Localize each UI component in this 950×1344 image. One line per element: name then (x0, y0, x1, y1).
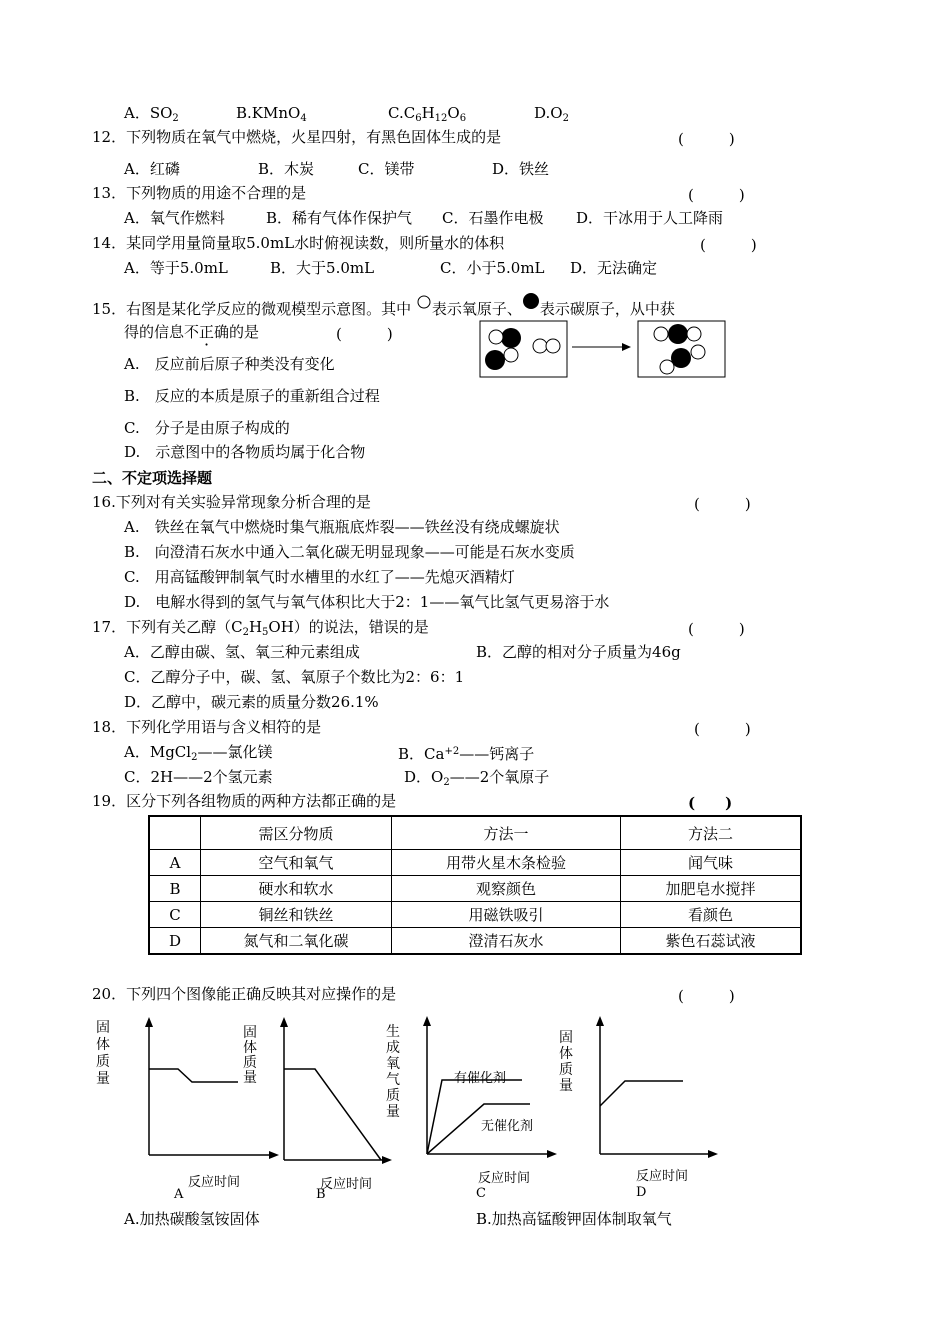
q19-stem: 19．区分下列各组物质的两种方法都正确的是 (92, 792, 397, 810)
q17-option-c: C．乙醇分子中，碳、氢、氧原子个数比为2：6：1 (124, 668, 465, 686)
q14-bracket: ( ) (700, 236, 757, 254)
graph-a (140, 1015, 280, 1165)
q20-caption-b: B.加热高锰酸钾固体制取氧气 (476, 1210, 672, 1228)
q20-bracket: ( ) (678, 987, 735, 1005)
q18-option-d: D．$O_2——2$个氧原子 (404, 768, 550, 788)
q13-option-c: C．石墨作电极 (442, 209, 544, 227)
graph-d-ylabel: 固体质量 (559, 1030, 573, 1094)
q15-stem-line2: 得的信息不正确的是 (124, 323, 260, 341)
q11-option-b: B.KMnO$_4$ (236, 104, 307, 124)
graph-d (591, 1010, 721, 1160)
graph-a-ylabel: 固体质量 (96, 1020, 110, 1087)
q16-option-b: B. 向澄清石灰水中通入二氧化碳无明显现象——可能是石灰水变质 (124, 543, 575, 561)
q17-option-b: B．乙醇的相对分子质量为46g (476, 643, 681, 661)
table-header-cell: 需区分物质 (201, 816, 392, 850)
carbon-atom-icon (522, 292, 540, 310)
table-row (149, 902, 801, 928)
table-cell: 澄清石灰水 (392, 928, 621, 955)
table-cell: 闻气味 (621, 850, 802, 876)
q16-option-a: A. 铁丝在氧气中燃烧时集气瓶瓶底炸裂——铁丝没有绕成螺旋状 (124, 518, 560, 536)
q14-option-c: C．小于5.0mL (440, 259, 545, 277)
graph-c-curve2-label: 无催化剂 (481, 1119, 534, 1134)
q18-stem: 18．下列化学用语与含义相符的是 (92, 718, 322, 736)
q16-stem: 16.下列对有关实验异常现象分析合理的是 (92, 493, 371, 511)
table-cell: 加肥皂水搅拌 (621, 876, 802, 902)
q13-option-b: B．稀有气体作保护气 (266, 209, 413, 227)
oxygen-atom-icon (416, 294, 432, 310)
q13-stem: 13．下列物质的用途不合理的是 (92, 184, 307, 202)
q17-option-a: A．乙醇由碳、氢、氧三种元素组成 (124, 643, 360, 661)
table-cell: 用磁铁吸引 (392, 902, 621, 928)
q15-option-c: C. 分子是由原子构成的 (124, 419, 290, 437)
q16-bracket: ( ) (694, 495, 751, 513)
table-header-row (149, 816, 801, 850)
table-cell: B (149, 876, 201, 902)
graph-c-curve1-label: 有催化剂 (454, 1071, 507, 1086)
q19-table (148, 815, 802, 955)
graph-b-xlabel: 反应时间 (320, 1177, 373, 1192)
q13-bracket: ( ) (688, 186, 745, 204)
q17-stem: 17．下列有关乙醇$(C_2H_5OH)$的说法，错误的是 (92, 618, 429, 638)
reaction-model-diagram (478, 318, 748, 388)
q16-option-d: D. 电解水得到的氢气与氧气体积比大于2：1——氧气比氢气更易溶于水 (124, 593, 610, 611)
table-cell: 看颜色 (621, 902, 802, 928)
q15-stem: 15．右图是某化学反应的微观模型示意图。其中 表示氧原子、 表示碳原子，从中获 (92, 292, 675, 318)
table-row (149, 928, 801, 955)
q20-caption-a: A.加热碳酸氢铵固体 (124, 1210, 260, 1228)
graph-a-xlabel: 反应时间 (188, 1175, 241, 1190)
q12-stem: 12．下列物质在氧气中燃烧，火星四射，有黑色固体生成的是 (92, 128, 502, 146)
q11-option-a: A．$SO_2$ (124, 104, 179, 124)
q12-bracket: ( ) (678, 130, 735, 148)
graph-c-letter: C (476, 1186, 486, 1201)
q14-option-d: D．无法确定 (570, 259, 658, 277)
q13-option-a: A．氧气作燃料 (124, 209, 225, 227)
q12-option-b: B．木炭 (258, 160, 315, 178)
q12-option-d: D．铁丝 (492, 160, 550, 178)
graph-d-xlabel: 反应时间 (636, 1169, 689, 1184)
q14-option-b: B．大于5.0mL (270, 259, 375, 277)
table-header-cell: 方法一 (392, 816, 621, 850)
q13-option-d: D．干冰用于人工降雨 (576, 209, 724, 227)
table-cell: A (149, 850, 201, 876)
table-cell: D (149, 928, 201, 955)
table-cell: 紫色石蕊试液 (621, 928, 802, 955)
table-cell: 观察颜色 (392, 876, 621, 902)
graph-c-ylabel: 生成氧气质量 (386, 1024, 400, 1120)
q17-option-d: D．乙醇中，碳元素的质量分数26.1% (124, 693, 379, 711)
table-cell: C (149, 902, 201, 928)
table-cell: 氮气和二氧化碳 (201, 928, 392, 955)
q17-bracket: ( ) (688, 620, 745, 638)
q18-option-c: C．2H——2个氢元素 (124, 768, 273, 786)
q11-option-c: $C.C_6H_{12}O_6$ (388, 104, 467, 124)
q12-option-c: C．镁带 (358, 160, 415, 178)
table-header-cell (149, 816, 201, 850)
graph-c-xlabel: 反应时间 (478, 1171, 531, 1186)
graph-d-letter: D (636, 1185, 647, 1200)
q18-option-a: A．MgCl$_2$——氯化镁 (124, 743, 273, 763)
table-row (149, 850, 801, 876)
table-cell: 硬水和软水 (201, 876, 392, 902)
graph-b (275, 1015, 395, 1165)
q20-stem: 20．下列四个图像能正确反映其对应操作的是 (92, 985, 397, 1003)
q18-bracket: ( ) (694, 720, 751, 738)
q19-bracket: ( ) (688, 794, 733, 812)
q15-option-b: B. 反应的本质是原子的重新组合过程 (124, 387, 380, 405)
section-heading: 二、不定项选择题 (92, 469, 213, 487)
q18-option-b: B．$Ca^{+2}——$钙离子 (398, 745, 535, 763)
table-cell: 用带火星木条检验 (392, 850, 621, 876)
table-cell: 铜丝和铁丝 (201, 902, 392, 928)
q15-bracket: ( ) (336, 325, 393, 343)
table-row (149, 876, 801, 902)
q16-option-c: C. 用高锰酸钾制氧气时水槽里的水红了——先熄灭酒精灯 (124, 568, 515, 586)
graph-b-ylabel: 固体质量 (243, 1025, 257, 1086)
q15-option-d: D. 示意图中的各物质均属于化合物 (124, 443, 366, 461)
graph-b-letter: B (316, 1187, 326, 1202)
q15-option-a: A. 反应前后原子种类没有变化 (124, 355, 335, 373)
q14-option-a: A．等于5.0mL (124, 259, 228, 277)
q12-option-a: A．红磷 (124, 160, 180, 178)
table-header-cell: 方法二 (621, 816, 802, 850)
q11-option-d: $D.O_2$ (534, 104, 569, 124)
table-cell: 空气和氧气 (201, 850, 392, 876)
graph-a-letter: A (174, 1187, 184, 1202)
q14-stem: 14．某同学用量筒量取5.0mL水时俯视读数，则所量水的体积 (92, 234, 505, 252)
